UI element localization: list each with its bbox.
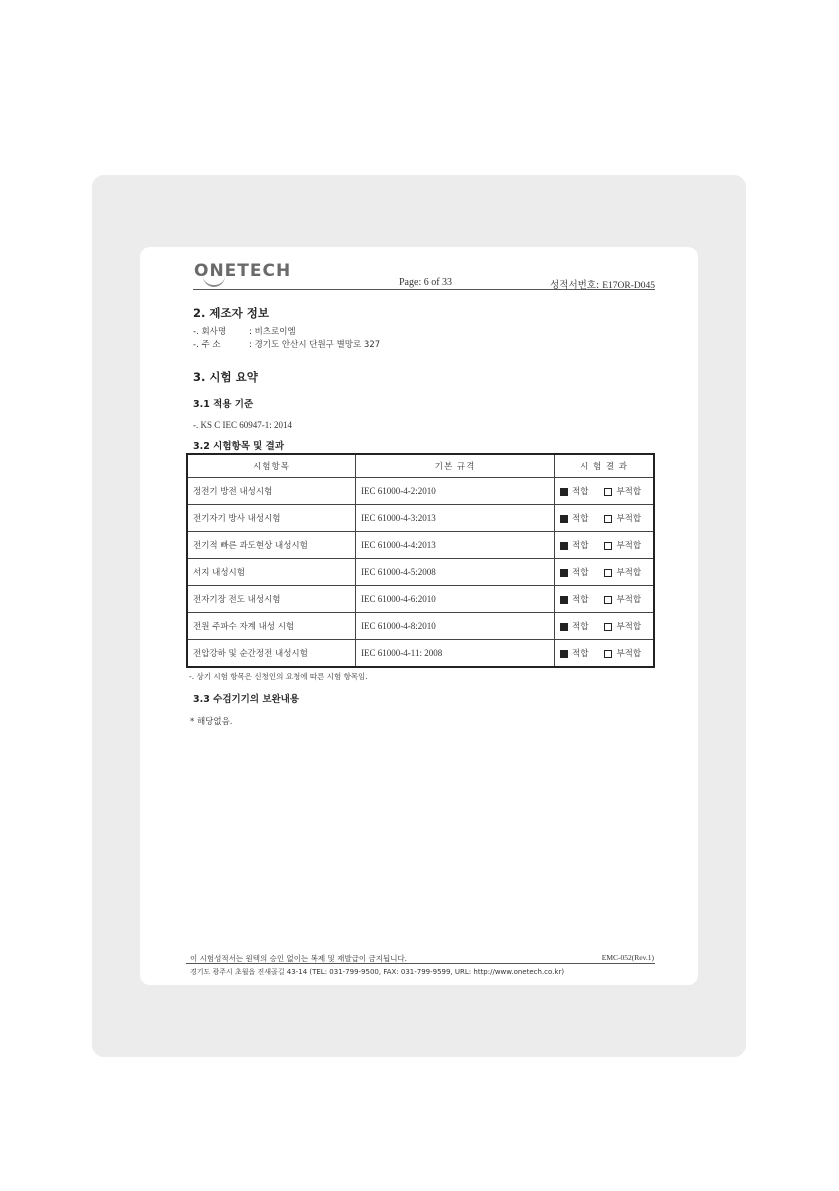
test-result bbox=[555, 532, 654, 559]
footer-form-number: EMC-052(Rev.1) bbox=[601, 953, 654, 962]
test-standard: IEC 61000-4-6:2010 bbox=[356, 586, 555, 613]
test-standard: IEC 61000-4-5:2008 bbox=[356, 559, 555, 586]
test-item: 전압강하 및 순간정전 내성시험 bbox=[187, 640, 356, 668]
test-standard: IEC 61000-4-8:2010 bbox=[356, 613, 555, 640]
section-summary-title: 3. 시험 요약 bbox=[193, 370, 258, 384]
pass-checkbox bbox=[560, 515, 568, 523]
fail-label: 부적합 bbox=[616, 595, 642, 605]
table-row bbox=[187, 559, 654, 586]
table-row bbox=[187, 586, 654, 613]
section-31-title: 3.1 적용 기준 bbox=[193, 399, 254, 410]
pass-checkbox bbox=[560, 623, 568, 631]
pass-label: 적합 bbox=[572, 514, 589, 524]
test-result bbox=[555, 640, 654, 668]
applied-standard: -. KS C IEC 60947-1: 2014 bbox=[193, 420, 292, 430]
pass-label: 적합 bbox=[572, 541, 589, 551]
pass-label: 적합 bbox=[572, 487, 589, 497]
fail-label: 부적합 bbox=[616, 622, 642, 632]
test-item: 전자기장 전도 내성시험 bbox=[187, 586, 356, 613]
test-result bbox=[555, 478, 654, 505]
address-value: : 경기도 안산시 단원구 별망로 327 bbox=[249, 340, 381, 350]
section-32-title: 3.2 시험항목 및 결과 bbox=[193, 441, 284, 452]
table-note: -. 상기 시험 항목은 신청인의 요청에 따른 시험 항목임. bbox=[189, 672, 368, 681]
test-item: 전원 주파수 자계 내성 시험 bbox=[187, 613, 356, 640]
pass-label: 적합 bbox=[572, 595, 589, 605]
table-row bbox=[187, 478, 654, 505]
section-manufacturer-title: 2. 제조자 정보 bbox=[193, 306, 269, 320]
pass-checkbox bbox=[560, 569, 568, 577]
pass-label: 적합 bbox=[572, 622, 589, 632]
supplement-value: * 해당없음. bbox=[190, 717, 233, 727]
section-33-title: 3.3 수검기기의 보완내용 bbox=[193, 694, 300, 705]
col-header-item: 시험항목 bbox=[187, 454, 356, 478]
test-standard: IEC 61000-4-4:2013 bbox=[356, 532, 555, 559]
results-table bbox=[186, 453, 655, 668]
table-row bbox=[187, 532, 654, 559]
test-standard: IEC 61000-4-11: 2008 bbox=[356, 640, 555, 668]
pass-checkbox bbox=[560, 596, 568, 604]
footer-divider bbox=[186, 963, 655, 964]
company-label: -. 회사명 bbox=[193, 327, 227, 337]
test-standard: IEC 61000-4-3:2013 bbox=[356, 505, 555, 532]
test-item: 정전기 방전 내성시험 bbox=[187, 478, 356, 505]
table-row bbox=[187, 640, 654, 668]
address-label: -. 주 소 bbox=[193, 340, 221, 350]
fail-checkbox bbox=[604, 650, 612, 658]
fail-label: 부적합 bbox=[616, 649, 642, 659]
table-header-row bbox=[187, 454, 654, 478]
pass-checkbox bbox=[560, 488, 568, 496]
fail-checkbox bbox=[604, 488, 612, 496]
fail-label: 부적합 bbox=[616, 487, 642, 497]
fail-label: 부적합 bbox=[616, 541, 642, 551]
pass-label: 적합 bbox=[572, 649, 589, 659]
table-row bbox=[187, 505, 654, 532]
company-value: : 비츠로이엠 bbox=[249, 327, 296, 337]
pass-checkbox bbox=[560, 650, 568, 658]
fail-checkbox bbox=[604, 623, 612, 631]
test-item: 전기자기 방사 내성시험 bbox=[187, 505, 356, 532]
footer-notice: 이 시험성적서는 원텍의 승인 없이는 복제 및 재발급이 금지됩니다. bbox=[190, 954, 408, 963]
page-number: Page: 6 of 33 bbox=[399, 277, 453, 288]
col-header-result: 시 험 결 과 bbox=[555, 454, 654, 478]
fail-checkbox bbox=[604, 569, 612, 577]
fail-label: 부적합 bbox=[616, 568, 642, 578]
report-number-label: 성적서번호: bbox=[550, 280, 600, 291]
test-standard: IEC 61000-4-2:2010 bbox=[356, 478, 555, 505]
pass-label: 적합 bbox=[572, 568, 589, 578]
col-header-standard: 기본 규격 bbox=[356, 454, 555, 478]
pass-checkbox bbox=[560, 542, 568, 550]
header-divider bbox=[193, 289, 655, 290]
test-item: 서지 내성시험 bbox=[187, 559, 356, 586]
fail-checkbox bbox=[604, 515, 612, 523]
report-number-value: E17OR-D045 bbox=[602, 281, 655, 291]
table-row bbox=[187, 613, 654, 640]
fail-checkbox bbox=[604, 596, 612, 604]
fail-label: 부적합 bbox=[616, 514, 642, 524]
test-result bbox=[555, 586, 654, 613]
test-result bbox=[555, 505, 654, 532]
fail-checkbox bbox=[604, 542, 612, 550]
test-result bbox=[555, 559, 654, 586]
test-item: 전기적 빠른 과도현상 내성시험 bbox=[187, 532, 356, 559]
footer-address: 경기도 광주시 초월읍 진새골길 43-14 (TEL: 031-799-9500, FAX: 031-799-9599, URL: http://www.onetech.co.kr) bbox=[190, 968, 565, 976]
test-result bbox=[555, 613, 654, 640]
company-logo: ONETECH bbox=[194, 261, 292, 281]
